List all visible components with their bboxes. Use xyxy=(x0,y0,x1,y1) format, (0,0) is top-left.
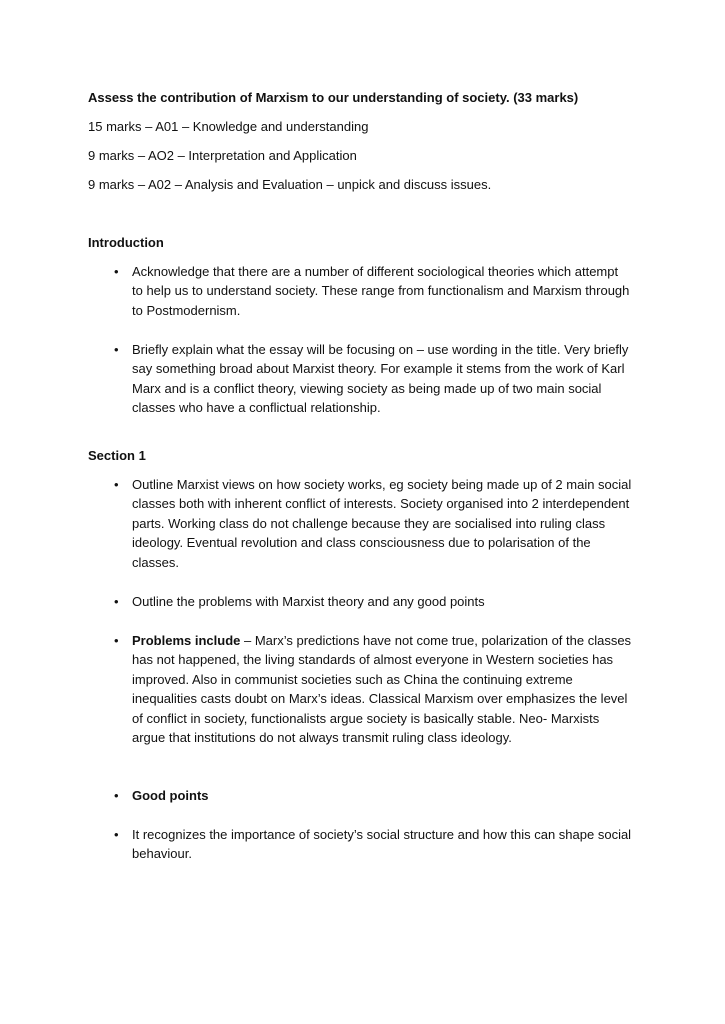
bullet-icon: • xyxy=(114,827,119,842)
intro-bullet-2-text: Briefly explain what the essay will be focusing on – use wording in the title. Very briefly say something broad about Marxist theory. For example it stems from the work of Karl Marx and is a conflict theory, viewing society as being made up of two main social classes who have a conflictual relationship. xyxy=(132,342,629,416)
good-points-label: Good points xyxy=(132,788,209,803)
problems-paragraph xyxy=(132,631,632,747)
bullet-icon: • xyxy=(114,264,119,279)
bullet-icon: • xyxy=(114,594,119,609)
section1-bullet-2-text: Outline the problems with Marxist theory and any good points xyxy=(132,594,485,609)
bullet-icon: • xyxy=(114,477,119,492)
section1-bullet-1-text: Outline Marxist views on how society works, eg society being made up of 2 main social classes both with inherent conflict of interests. Society organised into 2 interdependent parts. Working class do not challenge because they are socialised into ruling class ideology. Eventual revolution and class consciousness due to polarisation of the classes. xyxy=(132,477,632,570)
marks-line-3: 9 marks – A02 – Analysis and Evaluation – unpick and discuss issues. xyxy=(88,177,492,192)
bullet-icon: • xyxy=(114,788,119,803)
intro-bullet-1-text: Acknowledge that there are a number of different sociological theories which attempt to help us to understand society. These range from functionalism and Marxism through to Postmodernism. xyxy=(132,264,630,318)
marks-line-2: 9 marks – AO2 – Interpretation and Application xyxy=(88,148,357,163)
bullet-icon: • xyxy=(114,342,119,357)
section1-bullet-5-text: It recognizes the importance of society’s social structure and how this can shape social behaviour. xyxy=(132,827,632,862)
marks-line-1: 15 marks – A01 – Knowledge and understanding xyxy=(88,119,369,134)
section-1-heading: Section 1 xyxy=(88,448,146,463)
problems-text: – Marx’s predictions have not come true, polarization of the classes has not happened, the living standards of almost everyone in Western societies has improved. Also in communist societies such as China the continuing extreme inequalities casts doubt on Marx’s ideas. Classical Marxism over emphasizes the level of conflict in society, functionalists argue society is basically stable. Neo- Marxists argue that institutions do not always transmit ruling class ideology. xyxy=(132,633,632,746)
essay-title: Assess the contribution of Marxism to our understanding of society. (33 marks) xyxy=(88,90,579,105)
problems-label: Problems include xyxy=(132,633,241,648)
bullet-icon: • xyxy=(114,633,119,648)
introduction-heading: Introduction xyxy=(88,235,164,250)
